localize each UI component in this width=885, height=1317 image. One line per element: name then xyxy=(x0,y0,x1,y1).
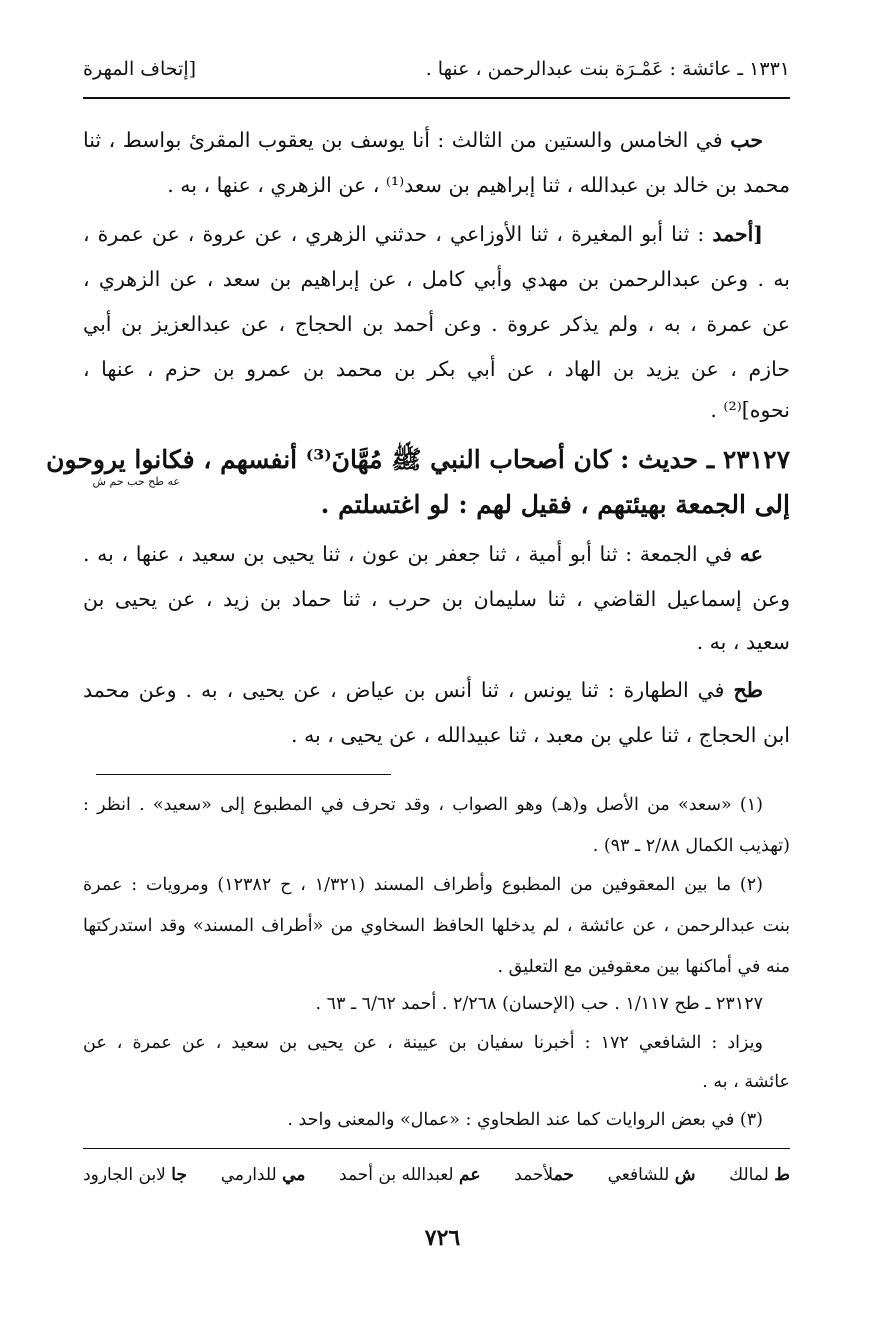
abbreviations-key xyxy=(83,1165,790,1185)
footnote-line: ٢٣١٢٧ ـ طح ١/١١٧ . حب (الإحسان) ٢/٢٦٨ . أحمد ٦/٦٢ ـ ٦٣ . xyxy=(315,994,763,1014)
header-rule xyxy=(83,97,790,99)
footnote-line: (٣) في بعض الروايات كما عند الطحاوي : «عمال» والمعنى واحد . xyxy=(287,1110,763,1130)
footnote-line: (٢) ما بين المعقوفين من المطبوع وأطراف المسند (١/٣٢١ ، ح ١٢٣٨٢) ومرويات : عمرة xyxy=(83,875,763,895)
hadith-heading-line: ٢٣١٢٧ ـ حديث : كان أصحاب النبي ﷺ مُهَّانَ⁽³⁾ أنفسهم ، فكانوا يروحون xyxy=(46,445,790,474)
text-line: ابن الحجاج ، ثنا علي بن معبد ، ثنا عبيدالله ، عن يحيى ، به . xyxy=(291,723,790,747)
text-line: عه في الجمعة : ثنا أبو أمية ، ثنا جعفر بن عون ، ثنا يحيى بن سعيد ، عنها ، به . xyxy=(83,542,763,566)
footnote-line: (تهذيب الكمال ٢/٨٨ ـ ٩٣) . xyxy=(592,836,790,856)
footnote-line: بنت عبدالرحمن ، عن عائشة ، لم يدخلها الحافظ السخاوي من «أطراف المسند» وقد استدركتها xyxy=(83,916,790,936)
abbreviation-item: ش للشافعي xyxy=(607,1165,696,1185)
hadith-sigla: عه طح حب حم ش xyxy=(92,475,180,488)
footnote-line: منه في أماكنها بين معقوفين مع التعليق . xyxy=(497,957,790,977)
footnote-line: عائشة ، به . xyxy=(702,1072,790,1092)
text-line: سعيد ، به . xyxy=(696,630,790,654)
abbreviations-rule xyxy=(83,1148,790,1149)
text-line: محمد بن خالد بن عبدالله ، ثنا إبراهيم بن سعد⁽¹⁾ ، عن الزهري ، عنها ، به . xyxy=(167,173,790,197)
page-number: ٧٢٦ xyxy=(424,1225,461,1251)
text-line: نحوه]⁽²⁾ . xyxy=(710,398,790,422)
text-line: طح في الطهارة : ثنا يونس ، ثنا أنس بن عياض ، عن يحيى ، به . وعن محمد xyxy=(83,678,763,702)
abbreviation-item: عم لعبدالله بن أحمد xyxy=(339,1165,481,1185)
abbreviation-item: مي للدارمي xyxy=(220,1165,306,1185)
text-line: وعن إسماعيل القاضي ، ثنا سليمان بن حرب ، ثنا حماد بن زيد ، عن يحيى بن xyxy=(83,587,790,611)
footnote-line: (١) «سعد» من الأصل و(هـ) وهو الصواب ، وقد تحرف في المطبوع إلى «سعيد» . انظر : xyxy=(83,795,763,815)
text-line: حازم ، عن يزيد بن الهاد ، عن أبي بكر بن محمد بن عمرو بن حزم ، عنها ، xyxy=(83,357,790,381)
text-line: حب في الخامس والستين من الثالث : أنا يوسف بن يعقوب المقرئ بواسط ، ثنا xyxy=(83,128,763,152)
page-header-title: ١٣٣١ ـ عائشة : عَمْـرَة بنت عبدالرحمن ، عنها . xyxy=(425,58,790,80)
text-line: [أحمد : ثنا أبو المغيرة ، ثنا الأوزاعي ، حدثني الزهري ، عن عروة ، عن عمرة ، xyxy=(83,222,763,246)
page-header-book: [إتحاف المهرة xyxy=(83,58,197,80)
footnote-separator xyxy=(96,774,391,775)
abbreviation-item: حملأحمد xyxy=(514,1165,574,1185)
abbreviation-item: جا لابن الجارود xyxy=(83,1165,187,1185)
text-line: عن عمرة ، به ، ولم يذكر عروة . وعن أحمد بن الحجاج ، عن عبدالعزيز بن أبي xyxy=(83,312,790,336)
hadith-heading-line: إلى الجمعة بهيئتهم ، فقيل لهم : لو اغتسلتم . xyxy=(320,490,790,519)
abbreviation-item: ط لمالك xyxy=(729,1165,790,1185)
footnote-line: ويزاد : الشافعي ١٧٢ : أخبرنا سفيان بن عيينة ، عن يحيى بن سعيد ، عن عمرة ، عن xyxy=(83,1033,763,1053)
text-line: به . وعن عبدالرحمن بن مهدي وأبي كامل ، عن إبراهيم بن سعد ، عن الزهري ، xyxy=(83,267,790,291)
